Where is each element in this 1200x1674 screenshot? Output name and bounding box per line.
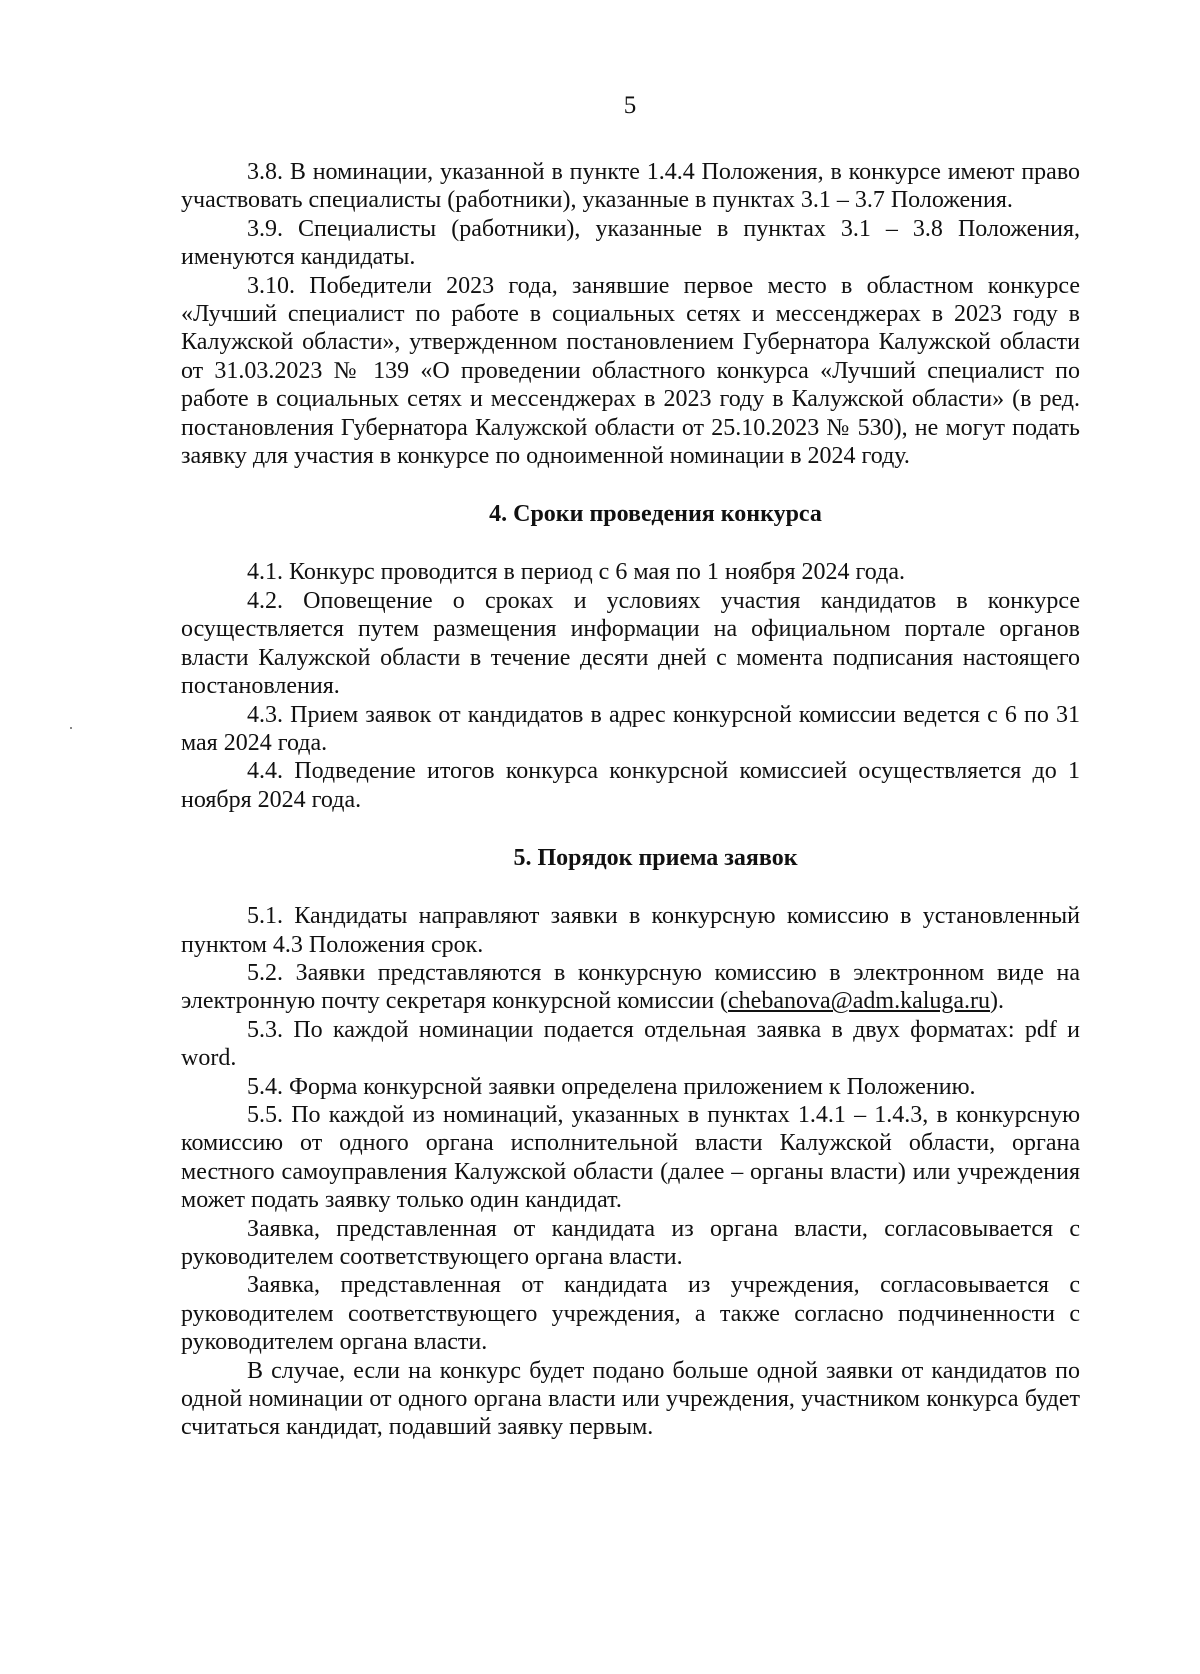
paragraph-5-5-b: Заявка, представленная от кандидата из учреждения, согласовывается с руководителем соответствующего учреждения, а также согласно подчиненности с руководителем органа власти. bbox=[181, 1272, 1080, 1356]
spacer bbox=[181, 814, 1080, 844]
paragraph-5-4: 5.4. Форма конкурсной заявки определена приложением к Положению. bbox=[247, 1073, 976, 1100]
paragraph-4-3: 4.3. Прием заявок от кандидатов в адрес конкурсной комиссии ведется с 6 по 31 мая 2024 года. bbox=[181, 701, 1080, 756]
paragraph-5-2-tail: ). bbox=[990, 988, 1005, 1015]
paragraph-5-2 bbox=[181, 959, 1080, 1016]
scan-speck bbox=[70, 727, 72, 729]
document-body bbox=[181, 158, 1080, 1442]
page-number: 5 bbox=[623, 92, 637, 119]
secretary-email-link[interactable]: chebanova@adm.kaluga.ru bbox=[728, 988, 991, 1015]
paragraph-3-8: 3.8. В номинации, указанной в пункте 1.4.4 Положения, в конкурсе имеют право участвовать специалисты (работники), указанные в пунктах 3.1 – 3.7 Положения. bbox=[181, 159, 1080, 214]
paragraph-5-5-a: Заявка, представленная от кандидата из органа власти, согласовывается с руководителем соответствующего органа власти. bbox=[181, 1215, 1080, 1270]
spacer bbox=[181, 470, 1080, 500]
paragraph-5-5-c: В случае, если на конкурс будет подано больше одной заявки от кандидатов по одной номинации от одного органа власти или учреждения, участником конкурса будет считаться кандидат, подавший заявку первым. bbox=[181, 1357, 1080, 1441]
paragraph-5-1: 5.1. Кандидаты направляют заявки в конкурсную комиссию в установленный пунктом 4.3 Положения срок. bbox=[181, 903, 1080, 958]
paragraph-3-9: 3.9. Специалисты (работники), указанные в пунктах 3.1 – 3.8 Положения, именуются кандидаты. bbox=[181, 215, 1080, 271]
paragraph-4-4: 4.4. Подведение итогов конкурса конкурсной комиссией осуществляется до 1 ноября 2024 года. bbox=[181, 758, 1080, 813]
paragraph-4-1: 4.1. Конкурс проводится в период с 6 мая по 1 ноября 2024 года. bbox=[247, 559, 905, 586]
paragraph-5-5: 5.5. По каждой из номинаций, указанных в пунктах 1.4.1 – 1.4.3, в конкурсную комиссию от одного органа исполнительной власти Калужской области, органа местного самоуправления Калужской области (далее – органы власти) или учреждения может подать заявку только один кандидат. bbox=[181, 1101, 1080, 1214]
paragraph-5-2-text: 5.2. Заявки представляются в конкурсную комиссию в электронном виде на электронную почту секретаря конкурсной комиссии ( bbox=[181, 959, 1080, 1015]
spacer bbox=[181, 872, 1080, 902]
spacer bbox=[181, 528, 1080, 558]
paragraph-5-3: 5.3. По каждой номинации подается отдельная заявка в двух форматах: pdf и word. bbox=[181, 1016, 1080, 1072]
paragraph-4-2: 4.2. Оповещение о сроках и условиях участия кандидатов в конкурсе осуществляется путем размещения информации на официальном портале органов власти Калужской области в течение десяти дней с момента подписания настоящего постановления. bbox=[181, 587, 1080, 700]
paragraph-3-10: 3.10. Победители 2023 года, занявшие первое место в областном конкурсе «Лучший специалист по работе в социальных сетях и мессенджерах в 2023 году в Калужской области», утвержденном постановлением Губернатора Калужской области от 31.03.2023 № 139 «О проведении областного конкурса «Лучший специалист по работе в социальных сетях и мессенджерах в 2023 году в Калужской области» (в ред. постановления Губернатора Калужской области от 25.10.2023 № 530), не могут подать заявку для участия в конкурсе по одноименной номинации в 2024 году. bbox=[181, 272, 1080, 470]
section-4-heading: 4. Сроки проведения конкурса bbox=[489, 501, 822, 528]
section-5-heading: 5. Порядок приема заявок bbox=[513, 845, 798, 872]
